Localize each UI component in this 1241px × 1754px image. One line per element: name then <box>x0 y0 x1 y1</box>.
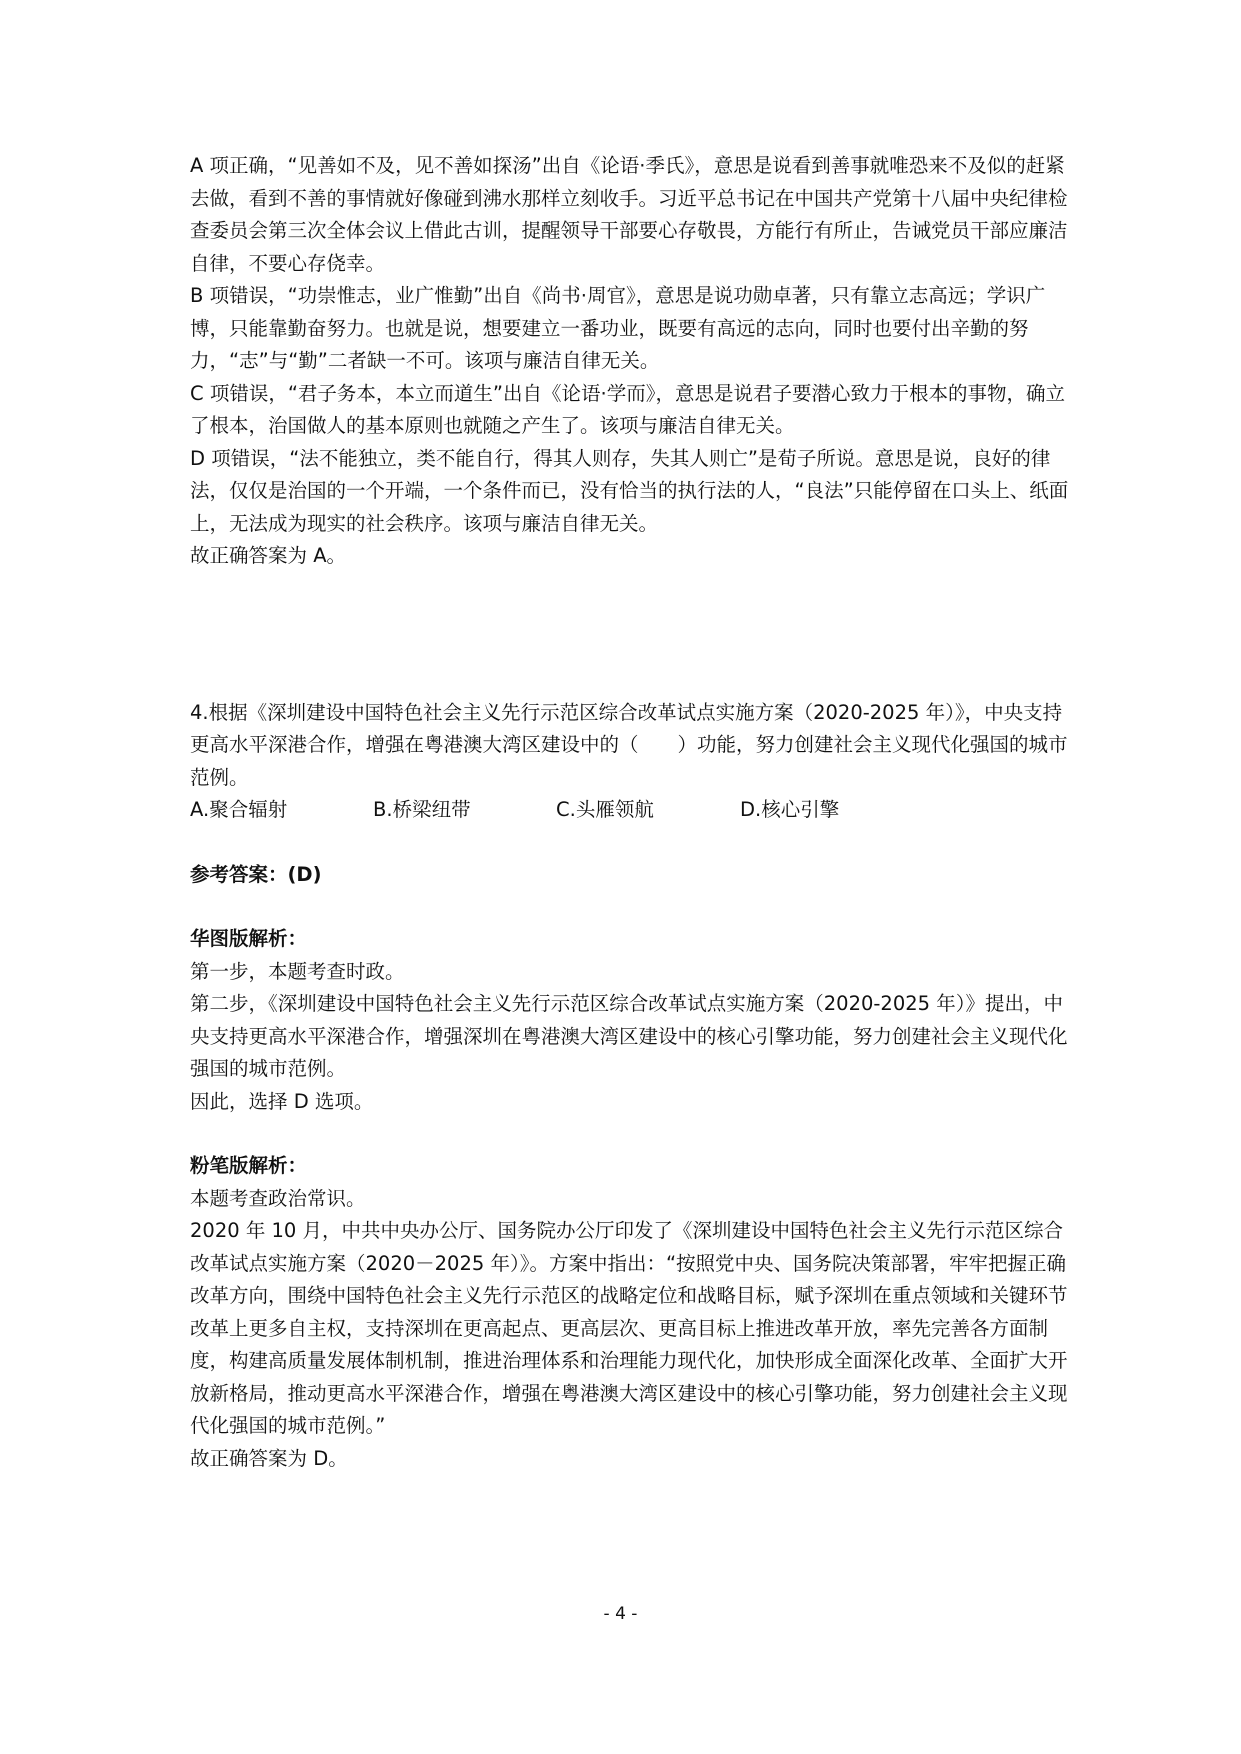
huatu-conclusion: 因此，选择 D 选项。 <box>190 1089 374 1113</box>
page-content <box>190 150 1070 1475</box>
reference-answer: 参考答案：(D) <box>190 862 322 886</box>
fenbi-heading: 粉笔版解析： <box>190 1154 308 1177</box>
spacer <box>190 827 1070 859</box>
huatu-heading: 华图版解析： <box>190 927 308 950</box>
option-c: C.头雁领航 <box>556 798 654 821</box>
fenbi-intro: 本题考查政治常识。 <box>190 1186 366 1210</box>
explanation-option-b: B 项错误，“功崇惟志，业广惟勤”出自《尚书·周官》，意思是说功勋卓著，只有靠立志高远；学识广博，只能靠勤奋努力。也就是说，想要建立一番功业，既要有高远的志向，同时也要付出辛勤的努力，“志”与“勤”二者缺一不可。该项与廉洁自律无关。 <box>190 284 1046 372</box>
spacer <box>190 1118 1070 1150</box>
fenbi-conclusion: 故正确答案为 D。 <box>190 1446 348 1470</box>
spacer <box>190 573 1070 697</box>
explanation-option-c: C 项错误，“君子务本，本立而道生”出自《论语·学而》，意思是说君子要潜心致力于根本的事物，确立了根本，治国做人的基本原则也就随之产生了。该项与廉洁自律无关。 <box>190 381 1065 437</box>
option-b: B.桥梁纽带 <box>373 798 471 821</box>
option-a: A.聚合辐射 <box>190 798 288 821</box>
huatu-step-1: 第一步，本题考查时政。 <box>190 959 405 983</box>
huatu-step-2: 第二步，《深圳建设中国特色社会主义先行示范区综合改革试点实施方案（2020-2025 年）》提出，中央支持更高水平深港合作，增强深圳在粤港澳大湾区建设中的核心引擎功能，努力创建社会主义现代化强国的城市范例。 <box>190 992 1068 1080</box>
spacer <box>190 891 1070 923</box>
explanation-option-a: A 项正确，“见善如不及，见不善如探汤”出自《论语·季氏》，意思是说看到善事就唯恐来不及似的赶紧去做，看到不善的事情就好像碰到沸水那样立刻收手。习近平总书记在中国共产党第十八届中央纪律检查委员会第三次全体会议上借此古训，提醒领导干部要心存敬畏，方能行有所止，告诫党员干部应廉洁自律，不要心存侥幸。 <box>190 154 1068 275</box>
fenbi-body: 2020 年 10 月，中共中央办公厅、国务院办公厅印发了《深圳建设中国特色社会主义先行示范区综合改革试点实施方案（2020－2025 年）》。方案中指出：“按照党中央、国务院决策部署，牢牢把握正确改革方向，围绕中国特色社会主义先行示范区的战略定位和战略目标，赋予深圳在重点领域和关键环节改革上更多自主权，支持深圳在更高起点、更高层次、更高目标上推进改革开放，率先完善各方面制度，构建高质量发展体制机制，推进治理体系和治理能力现代化，加快形成全面深化改革、全面扩大开放新格局，推动更高水平深港合作，增强在粤港澳大湾区建设中的核心引擎功能，努力创建社会主义现代化强国的城市范例。” <box>190 1219 1068 1437</box>
question-options <box>190 794 1070 827</box>
option-d: D.核心引擎 <box>740 798 840 821</box>
explanation-option-d: D 项错误，“法不能独立，类不能自行，得其人则存，失其人则亡”是荀子所说。意思是说，良好的律法，仅仅是治国的一个开端，一个条件而已，没有恰当的执行法的人，“良法”只能停留在口头上、纸面上，无法成为现实的社会秩序。该项与廉洁自律无关。 <box>190 446 1069 535</box>
question-text: 4.根据《深圳建设中国特色社会主义先行示范区综合改革试点实施方案（2020-2025 年）》，中央支持更高水平深港合作，增强在粤港澳大湾区建设中的（ ）功能，努力创建社会主义现代化强国的城市范例。 <box>190 700 1068 789</box>
page-number: - 4 - <box>603 1604 638 1624</box>
previous-conclusion: 故正确答案为 A。 <box>190 544 347 567</box>
